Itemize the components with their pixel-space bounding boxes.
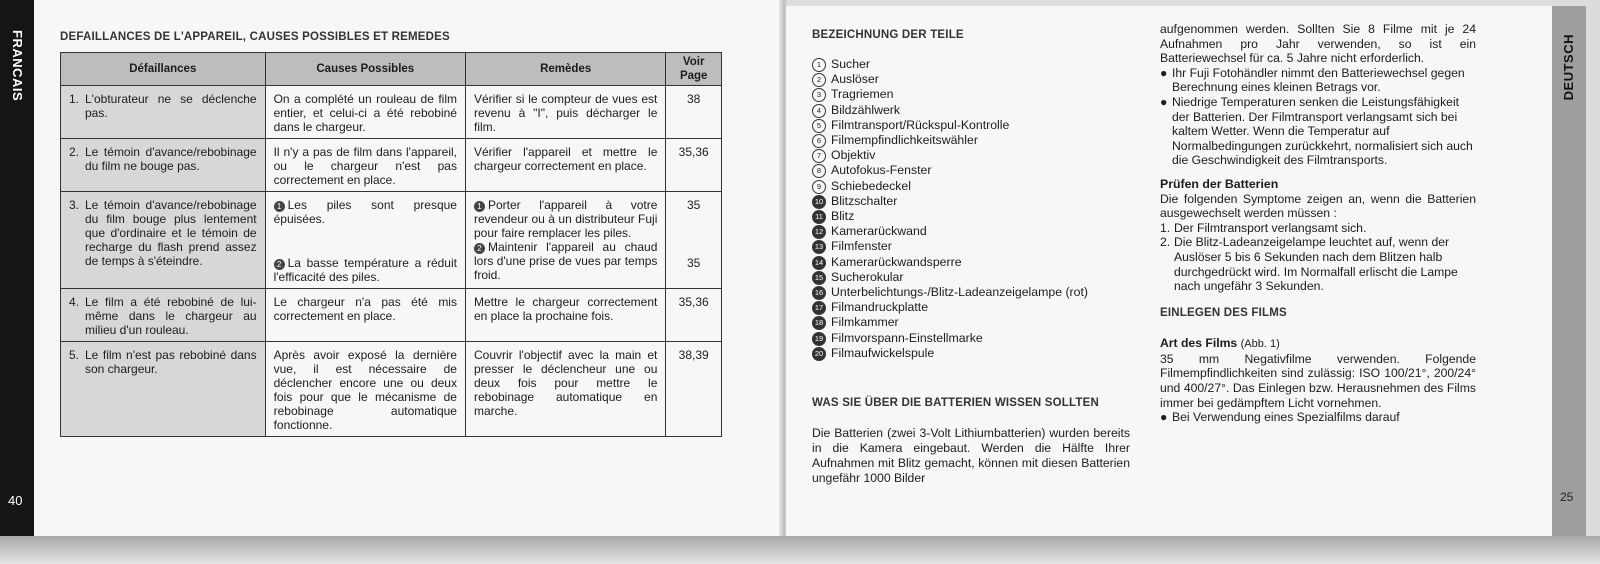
table-row (61, 86, 722, 139)
part-label: Filmempfindlichkeitswähler (831, 133, 978, 148)
page-ref: 35 (687, 256, 701, 270)
part-label: Blitzschalter (831, 193, 898, 208)
row-number: 4. (69, 295, 80, 309)
part-label: Filmaufwickelspule (831, 345, 935, 360)
table-row (61, 289, 722, 342)
page-cell: 38 (666, 86, 722, 139)
list-item (812, 57, 1142, 72)
row-number: 3. (69, 198, 80, 212)
page-number: 40 (8, 493, 23, 508)
list-item (1160, 95, 1476, 168)
load-title: EINLEGEN DES FILMS (1160, 306, 1287, 319)
part-label: Filmandruckplatte (831, 300, 929, 315)
list-item (812, 239, 1142, 254)
list-item (812, 148, 1142, 163)
part-label: Filmfenster (831, 239, 892, 254)
page-cell: 38,39 (666, 342, 722, 437)
number-circle-icon: 12 (812, 225, 826, 239)
parts-list (812, 57, 1142, 361)
bullet-icon: ● (1160, 410, 1168, 425)
part-label: Sucher (831, 57, 870, 71)
figure-ref: (Abb. 1) (1240, 338, 1280, 351)
page-cell: 35,36 (666, 139, 722, 192)
language-tab-german (1552, 6, 1586, 540)
language-tab-label: DEUTSCH (1561, 34, 1576, 101)
remedy-text: Maintenir l'appareil au chaud lors d'une prise de vues par temps froid. (473, 240, 658, 282)
part-label: Kamerarückwandsperre (831, 254, 962, 269)
marker-one-icon: 1 (474, 201, 485, 212)
step-number: 1. (1160, 220, 1171, 235)
number-circle-icon: 20 (812, 347, 826, 361)
step-text: Die Blitz-Ladeanzeigelampe leuchtet auf, wenn der Auslöser 5 bis 6 Sekunden nach dem Blitzen halb durchgedrückt wird. Im Normalfall erlischt die Lampe nach ungefähr 3 Sekunden. (1174, 235, 1458, 294)
section-title: DEFAILLANCES DE L'APPAREIL, CAUSES POSSIBLES ET REMEDES (60, 31, 450, 43)
film-type-title: Art des Films (1160, 336, 1238, 351)
number-circle-icon: 9 (812, 180, 826, 194)
list-item (1160, 235, 1476, 293)
table-row (61, 139, 722, 192)
cause-text: La basse température a réduit l'efficacité des piles. (273, 256, 457, 284)
failure-text: L'obturateur ne se déclenche pas. (85, 92, 257, 120)
remedy-text: Porter l'appareil à votre revendeur ou à un distributeur Fuji pour faire remplacer les piles. (473, 198, 658, 240)
failure-text: Le témoin d'avance/rebobinage du film bouge plus lentement que d'ordinaire et le témoin de recharge du flash prend assez de temps à s'éteindre. (85, 198, 257, 268)
marker-two-icon: 2 (274, 259, 285, 270)
header-causes: Causes Possibles (265, 53, 465, 86)
page-ref: 35 (687, 198, 701, 212)
cause-cell (265, 192, 465, 289)
part-label: Autofokus-Fenster (831, 163, 932, 178)
failure-cell (61, 192, 266, 289)
table-row (61, 192, 722, 289)
list-item (812, 224, 1142, 239)
list-item (812, 255, 1142, 270)
part-label: Auslöser (831, 72, 879, 87)
cause-cell: Après avoir exposé la dernière vue, il est nécessaire de déclencher encore une ou deux fois pour que le mécanisme de rebobinage automatique fonctionne. (265, 342, 465, 437)
number-circle-icon: 5 (812, 119, 826, 133)
part-label: Schiebedeckel (831, 178, 911, 193)
marker-two-icon: 2 (474, 243, 485, 254)
list-item (812, 194, 1142, 209)
list-item (812, 87, 1142, 102)
list-item (812, 103, 1142, 118)
bullet-text: Ihr Fuji Fotohändler nimmt den Batteriewechsel gegen Berechnung eines kleinen Betrags vor. (1172, 65, 1465, 95)
list-item (812, 72, 1142, 87)
marker-one-icon: 1 (274, 201, 285, 212)
cause-cell: Il n'y a pas de film dans l'appareil, ou le chargeur n'est pas correctement en place. (265, 139, 465, 192)
number-circle-icon: 19 (812, 332, 826, 346)
language-tab-french (0, 0, 34, 540)
step-number: 2. (1160, 235, 1171, 250)
list-item (812, 209, 1142, 224)
page-number: 25 (1560, 490, 1574, 504)
bullet-text: Niedrige Temperaturen senken die Leistungsfähigkeit der Batterien. Der Filmtransport verlangsamt sich bei kaltem Wetter. Wenn die Temperatur auf Normalbedingungen zurückkehrt, normalisiert sich auch die Geschwindigkeit des Filmtransports. (1172, 94, 1473, 168)
list-item (812, 133, 1142, 148)
list-item (812, 315, 1142, 330)
number-circle-icon: 18 (812, 316, 826, 330)
failure-text: Le film n'est pas rebobiné dans son chargeur. (85, 348, 257, 376)
troubleshooting-table (60, 52, 722, 437)
book-shadow (0, 536, 1600, 564)
row-number: 2. (69, 145, 80, 159)
list-item (812, 331, 1142, 346)
list-item (1160, 221, 1476, 236)
failure-cell (61, 289, 266, 342)
number-circle-icon: 8 (812, 164, 826, 178)
part-label: Filmtransport/Rückspul-Kontrolle (831, 117, 1010, 132)
part-label: Filmvorspann-Einstellmarke (831, 330, 983, 345)
language-tab-label: FRANCAIS (10, 30, 25, 102)
list-item (812, 163, 1142, 178)
header-failures: Défaillances (61, 53, 266, 86)
failure-cell (61, 342, 266, 437)
part-label: Bildzählwerk (831, 102, 901, 117)
page-cell (666, 192, 722, 289)
cause-cell: Le chargeur n'a pas été mis correctement en place. (265, 289, 465, 342)
number-circle-icon: 4 (812, 104, 826, 118)
failure-cell (61, 139, 266, 192)
number-circle-icon: 13 (812, 240, 826, 254)
number-circle-icon: 1 (812, 58, 826, 72)
number-circle-icon: 7 (812, 149, 826, 163)
part-label: Blitz (831, 209, 855, 224)
parts-title: BEZEICHNUNG DER TEILE (812, 29, 964, 41)
number-circle-icon: 17 (812, 301, 826, 315)
part-label: Unterbelichtungs-/Blitz-Ladeanzeigelampe (rot) (831, 285, 1088, 300)
battery-continued: aufgenommen werden. Sollten Sie 8 Filme mit je 24 Aufnahmen pro Jahr verwenden, so ist ein Batteriewechsel für ca. 5 Jahre nicht erforderlich. (1160, 22, 1476, 66)
bullet-text: Bei Verwendung eines Spezialfilms darauf (1172, 410, 1400, 425)
remedy-cell: Vérifier si le compteur de vues est revenu à "I", puis décharger le film. (465, 86, 665, 139)
page-cell: 35,36 (666, 289, 722, 342)
bullet-icon: ● (1160, 94, 1168, 109)
list-item (812, 179, 1142, 194)
remedy-cell: Couvrir l'objectif avec la main et presser le déclencheur une ou deux fois pour mettre le rebobinage automatique en marche. (465, 342, 665, 437)
list-item (812, 285, 1142, 300)
table-header-row (61, 53, 722, 86)
number-circle-icon: 14 (812, 256, 826, 270)
part-label: Sucherokular (831, 269, 904, 284)
number-circle-icon: 6 (812, 134, 826, 148)
list-item (1160, 410, 1476, 425)
part-label: Kamerarückwand (831, 224, 927, 239)
list-item (812, 118, 1142, 133)
number-circle-icon: 10 (812, 195, 826, 209)
failure-cell (61, 86, 266, 139)
remedy-cell: Vérifier l'appareil et mettre le chargeur correctement en place. (465, 139, 665, 192)
part-label: Tragriemen (831, 87, 894, 102)
part-label: Filmkammer (831, 315, 899, 330)
check-intro: Die folgenden Symptome zeigen an, wenn die Batterien ausgewechselt werden müssen : (1160, 191, 1476, 221)
cause-cell: On a complété un rouleau de film entier, et celui-ci a été rebobiné dans le chargeur. (265, 86, 465, 139)
number-circle-icon: 3 (812, 88, 826, 102)
remedy-cell: Mettre le chargeur correctement en place la prochaine fois. (465, 289, 665, 342)
left-page (0, 0, 782, 540)
battery-title: WAS SIE ÜBER DIE BATTERIEN WISSEN SOLLTEN (812, 397, 1099, 409)
row-number: 5. (69, 348, 80, 362)
number-circle-icon: 16 (812, 286, 826, 300)
failure-text: Le film a été rebobiné de lui-même dans le chargeur au milieu d'un rouleau. (85, 295, 257, 337)
bullet-icon: ● (1160, 65, 1168, 80)
cause-text: Les piles sont presque épuisées. (273, 198, 457, 226)
battery-text: Die Batterien (zwei 3-Volt Lithiumbatterien) wurden bereits in die Kamera eingebaut. Werden die Hälfte Ihrer Aufnahmen mit Blitz gemacht, können mit diesen Batterien ungefähr 1000 Bilder (812, 426, 1130, 485)
number-circle-icon: 2 (812, 73, 826, 87)
list-item (1160, 66, 1476, 95)
step-text: Der Filmtransport verlangsamt sich. (1174, 220, 1367, 235)
number-circle-icon: 11 (812, 210, 826, 224)
header-page: Voir Page (666, 53, 722, 86)
film-type-text: 35 mm Negativfilme verwenden. Folgende Filmempfindlichkeiten sind zulässig: ISO 100/21°, 200/24° und 400/27°. Das Einlegen bzw. Herausnehmen des Films immer bei gedämpftem Licht vornehmen. (1160, 351, 1476, 410)
header-remedies: Remèdes (465, 53, 665, 86)
table-row (61, 342, 722, 437)
list-item (812, 270, 1142, 285)
check-title: Prüfen der Batterien (1160, 176, 1279, 191)
number-circle-icon: 15 (812, 271, 826, 285)
row-number: 1. (69, 92, 80, 106)
list-item (812, 346, 1142, 361)
remedy-cell (465, 192, 665, 289)
failure-text: Le témoin d'avance/rebobinage du film ne bouge pas. (85, 145, 257, 173)
right-column (1160, 22, 1476, 425)
part-label: Objektiv (831, 148, 876, 163)
list-item (812, 300, 1142, 315)
